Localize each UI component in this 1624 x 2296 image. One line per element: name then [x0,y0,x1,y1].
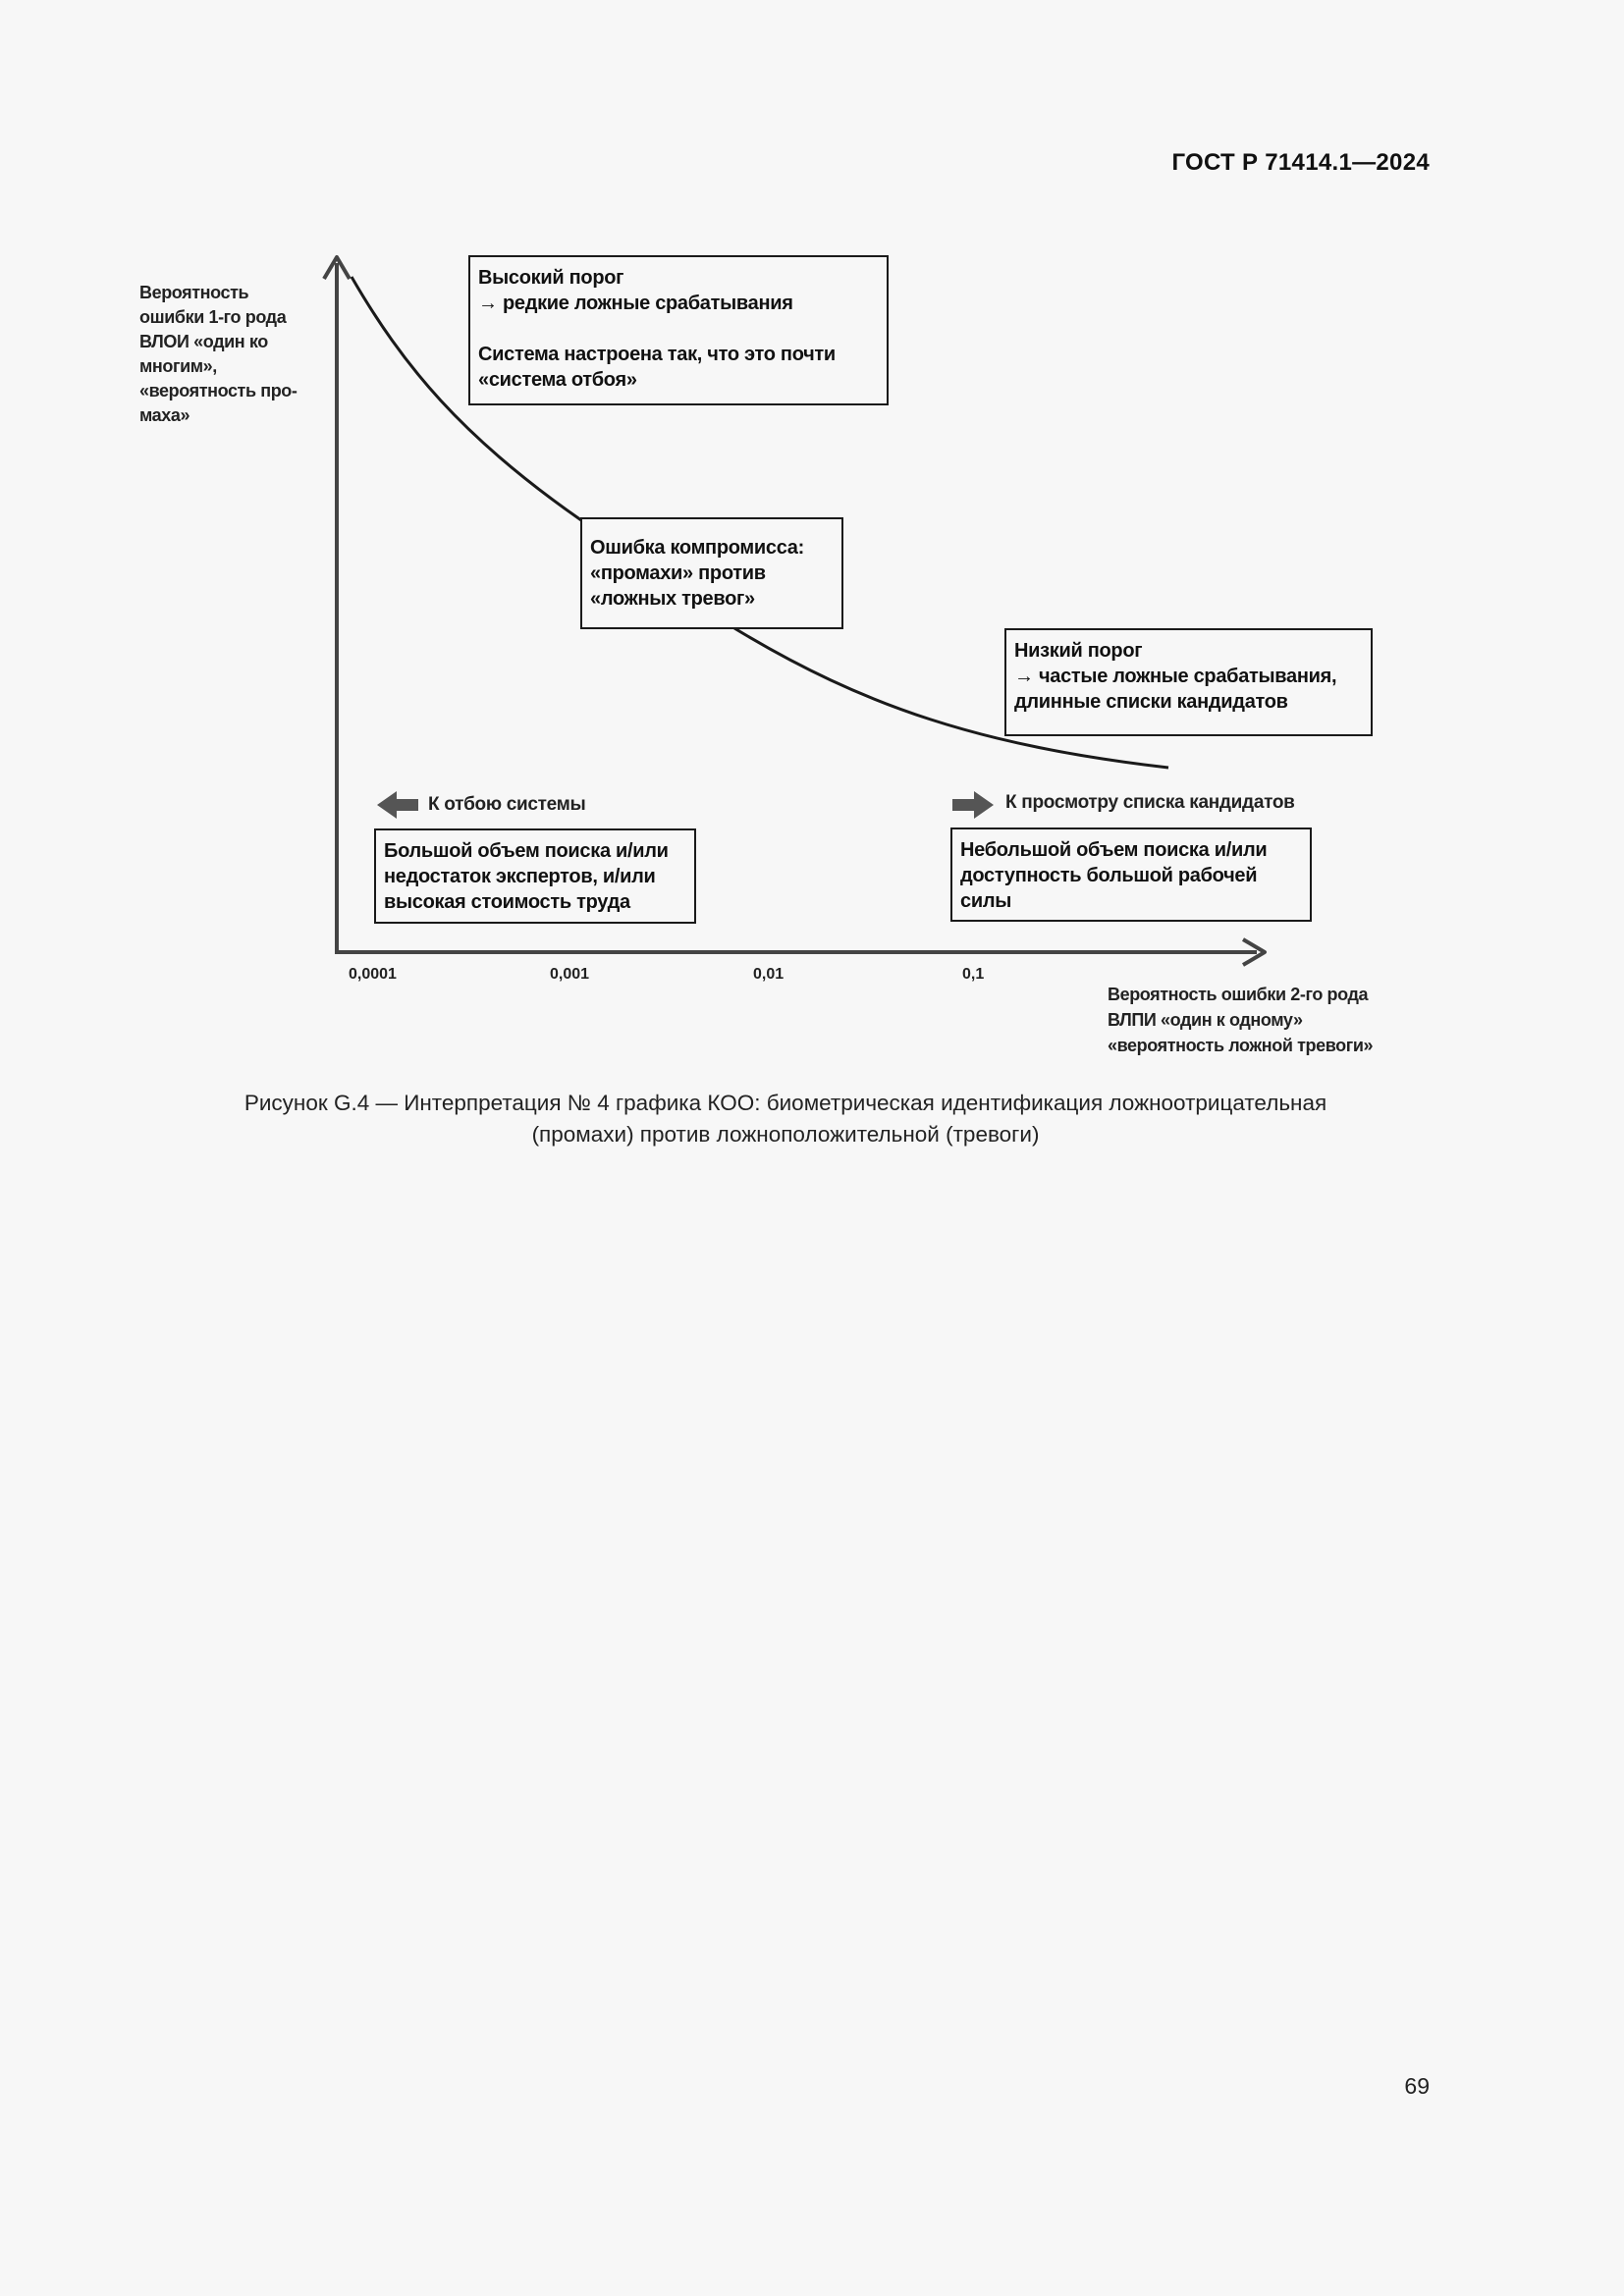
x-axis-label: Вероятность ошибки 2-го рода ВЛПИ «один к одному» «вероятность ложной тревоги» [1108,985,1374,1055]
x-tick-label: 0,01 [753,966,785,983]
right-direction-label: К просмотру списка кандидатов [1005,792,1295,813]
y-axis-label: Вероятность ошибки 1-го рода ВЛОИ «один ко многим», «вероятность про- маха» [139,283,298,425]
document-code: ГОСТ Р 71414.1—2024 [1171,149,1430,176]
x-tick-label: 0,0001 [349,966,397,983]
low-threshold-box: Низкий порог → частые ложные срабатывания, длинные списки кандидатов [1004,628,1373,736]
high-threshold-box: Высокий порог → редкие ложные срабатывания Система настроена так, что это почти «система отбоя» [468,255,889,405]
left-arrow-icon [377,791,418,819]
left-direction-label: К отбою системы [428,794,586,815]
right-direction-box: Небольшой объем поиска и/или доступность большой рабочей силы [950,828,1312,922]
right-arrow-icon [952,791,994,819]
page-number: 69 [1404,2073,1430,2099]
x-tick-label: 0,1 [962,966,985,983]
x-tick-label: 0,001 [550,966,590,983]
figure-caption: Рисунок G.4 — Интерпретация № 4 графика КОО: биометрическая идентификация ложноотрицательная (промахи) против ложноположительной (тревоги) [244,1091,1327,1147]
left-direction-box: Большой объем поиска и/или недостаток экспертов, и/или высокая стоимость труда [374,828,696,924]
tradeoff-box: Ошибка компромисса: «промахи» против «ложных тревог» [580,517,843,629]
